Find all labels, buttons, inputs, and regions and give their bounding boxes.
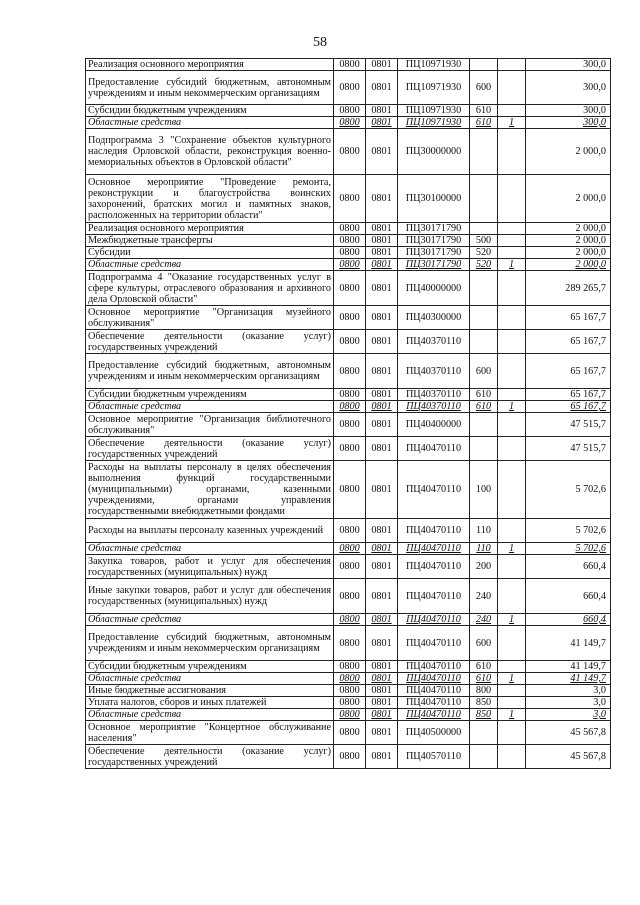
row-name-cell: Основное мероприятие "Проведение ремонта, реконструкции и благоустройства воинских захоронений, братских могил и памятных знаков, расположенных на территории области" [86, 175, 334, 223]
amount-cell: 2 000,0 [526, 235, 611, 247]
funding-source-code-cell [498, 661, 526, 673]
section-code-cell: 0800 [334, 59, 366, 71]
target-article-code-cell: ПЦ30000000 [398, 129, 470, 175]
table-row [86, 223, 611, 235]
expense-type-code-cell: 600 [470, 626, 498, 661]
section-code-cell: 0800 [334, 697, 366, 709]
target-article-code-cell: ПЦ40470110 [398, 614, 470, 626]
section-code-cell: 0800 [334, 117, 366, 129]
table-row [86, 661, 611, 673]
funding-source-code-cell [498, 129, 526, 175]
target-article-code-cell: ПЦ40470110 [398, 461, 470, 519]
expense-type-code-cell: 610 [470, 661, 498, 673]
funding-source-code-cell [498, 519, 526, 543]
row-name-cell: Областные средства [86, 543, 334, 555]
amount-cell: 65 167,7 [526, 389, 611, 401]
section-code-cell: 0800 [334, 235, 366, 247]
section-code-cell: 0800 [334, 71, 366, 105]
subsection-code-cell: 0801 [366, 271, 398, 306]
amount-cell: 3,0 [526, 709, 611, 721]
target-article-code-cell: ПЦ40370110 [398, 401, 470, 413]
table-row [86, 71, 611, 105]
amount-cell: 300,0 [526, 71, 611, 105]
target-article-code-cell: ПЦ10971930 [398, 71, 470, 105]
section-code-cell: 0800 [334, 721, 366, 745]
amount-cell: 2 000,0 [526, 259, 611, 271]
target-article-code-cell: ПЦ40470110 [398, 543, 470, 555]
expense-type-code-cell: 600 [470, 71, 498, 105]
subsection-code-cell: 0801 [366, 437, 398, 461]
table-row [86, 579, 611, 614]
section-code-cell: 0800 [334, 354, 366, 389]
amount-cell: 5 702,6 [526, 461, 611, 519]
expense-type-code-cell: 610 [470, 117, 498, 129]
funding-source-code-cell [498, 105, 526, 117]
target-article-code-cell: ПЦ30171790 [398, 235, 470, 247]
amount-cell: 45 567,8 [526, 721, 611, 745]
subsection-code-cell: 0801 [366, 259, 398, 271]
table-row [86, 685, 611, 697]
target-article-code-cell: ПЦ10971930 [398, 117, 470, 129]
expense-type-code-cell [470, 306, 498, 330]
row-name-cell: Иные закупки товаров, работ и услуг для обеспечения государственных (муниципальных) нужд [86, 579, 334, 614]
subsection-code-cell: 0801 [366, 306, 398, 330]
target-article-code-cell: ПЦ30171790 [398, 259, 470, 271]
amount-cell: 2 000,0 [526, 247, 611, 259]
section-code-cell: 0800 [334, 709, 366, 721]
amount-cell: 5 702,6 [526, 519, 611, 543]
target-article-code-cell: ПЦ40500000 [398, 721, 470, 745]
subsection-code-cell: 0801 [366, 105, 398, 117]
funding-source-code-cell: 1 [498, 673, 526, 685]
expense-type-code-cell: 610 [470, 673, 498, 685]
row-name-cell: Субсидии бюджетным учреждениям [86, 389, 334, 401]
section-code-cell: 0800 [334, 673, 366, 685]
subsection-code-cell: 0801 [366, 247, 398, 259]
amount-cell: 65 167,7 [526, 306, 611, 330]
funding-source-code-cell [498, 721, 526, 745]
expense-type-code-cell: 110 [470, 543, 498, 555]
section-code-cell: 0800 [334, 389, 366, 401]
section-code-cell: 0800 [334, 614, 366, 626]
target-article-code-cell: ПЦ40470110 [398, 661, 470, 673]
subsection-code-cell: 0801 [366, 413, 398, 437]
expense-type-code-cell: 850 [470, 697, 498, 709]
amount-cell: 41 149,7 [526, 673, 611, 685]
target-article-code-cell: ПЦ30100000 [398, 175, 470, 223]
section-code-cell: 0800 [334, 413, 366, 437]
expense-type-code-cell: 520 [470, 259, 498, 271]
section-code-cell: 0800 [334, 626, 366, 661]
amount-cell: 2 000,0 [526, 129, 611, 175]
table-row [86, 519, 611, 543]
subsection-code-cell: 0801 [366, 745, 398, 769]
row-name-cell: Подпрограмма 3 "Сохранение объектов культурного наследия Орловской области, реконструкция военно-мемориальных объектов в Орловской области" [86, 129, 334, 175]
table-row [86, 673, 611, 685]
funding-source-code-cell [498, 175, 526, 223]
table-row [86, 235, 611, 247]
subsection-code-cell: 0801 [366, 59, 398, 71]
row-name-cell: Обеспечение деятельности (оказание услуг) государственных учреждений [86, 330, 334, 354]
subsection-code-cell: 0801 [366, 175, 398, 223]
target-article-code-cell: ПЦ40370110 [398, 330, 470, 354]
funding-source-code-cell: 1 [498, 401, 526, 413]
expense-type-code-cell [470, 175, 498, 223]
target-article-code-cell: ПЦ40470110 [398, 519, 470, 543]
subsection-code-cell: 0801 [366, 330, 398, 354]
funding-source-code-cell: 1 [498, 259, 526, 271]
table-row [86, 697, 611, 709]
expense-type-code-cell: 110 [470, 519, 498, 543]
row-name-cell: Областные средства [86, 614, 334, 626]
subsection-code-cell: 0801 [366, 519, 398, 543]
row-name-cell: Иные бюджетные ассигнования [86, 685, 334, 697]
funding-source-code-cell [498, 235, 526, 247]
section-code-cell: 0800 [334, 519, 366, 543]
target-article-code-cell: ПЦ40400000 [398, 413, 470, 437]
funding-source-code-cell [498, 626, 526, 661]
row-name-cell: Основное мероприятие "Концертное обслуживание населения" [86, 721, 334, 745]
funding-source-code-cell [498, 271, 526, 306]
expense-type-code-cell [470, 330, 498, 354]
funding-source-code-cell [498, 413, 526, 437]
row-name-cell: Областные средства [86, 673, 334, 685]
funding-source-code-cell [498, 685, 526, 697]
row-name-cell: Субсидии бюджетным учреждениям [86, 105, 334, 117]
table-row [86, 330, 611, 354]
subsection-code-cell: 0801 [366, 697, 398, 709]
amount-cell: 2 000,0 [526, 223, 611, 235]
subsection-code-cell: 0801 [366, 579, 398, 614]
target-article-code-cell: ПЦ40570110 [398, 745, 470, 769]
table-row [86, 709, 611, 721]
amount-cell: 2 000,0 [526, 175, 611, 223]
section-code-cell: 0800 [334, 175, 366, 223]
amount-cell: 65 167,7 [526, 330, 611, 354]
table-row [86, 461, 611, 519]
funding-source-code-cell [498, 461, 526, 519]
amount-cell: 5 702,6 [526, 543, 611, 555]
subsection-code-cell: 0801 [366, 223, 398, 235]
funding-source-code-cell [498, 247, 526, 259]
section-code-cell: 0800 [334, 271, 366, 306]
target-article-code-cell: ПЦ40470110 [398, 437, 470, 461]
table-row [86, 129, 611, 175]
amount-cell: 3,0 [526, 685, 611, 697]
subsection-code-cell: 0801 [366, 354, 398, 389]
subsection-code-cell: 0801 [366, 709, 398, 721]
subsection-code-cell: 0801 [366, 673, 398, 685]
table-row [86, 555, 611, 579]
amount-cell: 660,4 [526, 555, 611, 579]
table-row [86, 614, 611, 626]
section-code-cell: 0800 [334, 401, 366, 413]
amount-cell: 300,0 [526, 59, 611, 71]
funding-source-code-cell [498, 437, 526, 461]
amount-cell: 45 567,8 [526, 745, 611, 769]
target-article-code-cell: ПЦ40470110 [398, 709, 470, 721]
funding-source-code-cell [498, 354, 526, 389]
subsection-code-cell: 0801 [366, 661, 398, 673]
row-name-cell: Основное мероприятие "Организация библиотечного обслуживания" [86, 413, 334, 437]
target-article-code-cell: ПЦ30171790 [398, 223, 470, 235]
subsection-code-cell: 0801 [366, 401, 398, 413]
row-name-cell: Предоставление субсидий бюджетным, автономным учреждениям и иным некоммерческим организациям [86, 71, 334, 105]
row-name-cell: Предоставление субсидий бюджетным, автономным учреждениям и иным некоммерческим организациям [86, 354, 334, 389]
funding-source-code-cell [498, 223, 526, 235]
table-row [86, 175, 611, 223]
section-code-cell: 0800 [334, 223, 366, 235]
funding-source-code-cell [498, 59, 526, 71]
funding-source-code-cell [498, 71, 526, 105]
funding-source-code-cell: 1 [498, 709, 526, 721]
budget-table [85, 58, 611, 769]
target-article-code-cell: ПЦ40300000 [398, 306, 470, 330]
funding-source-code-cell: 1 [498, 117, 526, 129]
section-code-cell: 0800 [334, 437, 366, 461]
subsection-code-cell: 0801 [366, 721, 398, 745]
amount-cell: 660,4 [526, 579, 611, 614]
funding-source-code-cell [498, 555, 526, 579]
subsection-code-cell: 0801 [366, 614, 398, 626]
expense-type-code-cell [470, 129, 498, 175]
expense-type-code-cell: 240 [470, 614, 498, 626]
table-row [86, 745, 611, 769]
amount-cell: 289 265,7 [526, 271, 611, 306]
funding-source-code-cell [498, 306, 526, 330]
row-name-cell: Обеспечение деятельности (оказание услуг) государственных учреждений [86, 437, 334, 461]
funding-source-code-cell [498, 389, 526, 401]
expense-type-code-cell: 610 [470, 389, 498, 401]
section-code-cell: 0800 [334, 745, 366, 769]
subsection-code-cell: 0801 [366, 685, 398, 697]
target-article-code-cell: ПЦ10971930 [398, 59, 470, 71]
expense-type-code-cell [470, 223, 498, 235]
expense-type-code-cell [470, 413, 498, 437]
table-row [86, 354, 611, 389]
table-row [86, 543, 611, 555]
subsection-code-cell: 0801 [366, 555, 398, 579]
row-name-cell: Областные средства [86, 709, 334, 721]
funding-source-code-cell: 1 [498, 614, 526, 626]
table-row [86, 59, 611, 71]
row-name-cell: Основное мероприятие "Организация музейного обслуживания" [86, 306, 334, 330]
row-name-cell: Закупка товаров, работ и услуг для обеспечения государственных (муниципальных) нужд [86, 555, 334, 579]
table-row [86, 626, 611, 661]
table-row [86, 401, 611, 413]
table-row [86, 117, 611, 129]
expense-type-code-cell [470, 721, 498, 745]
section-code-cell: 0800 [334, 461, 366, 519]
row-name-cell: Реализация основного мероприятия [86, 59, 334, 71]
table-row [86, 247, 611, 259]
subsection-code-cell: 0801 [366, 461, 398, 519]
amount-cell: 65 167,7 [526, 354, 611, 389]
subsection-code-cell: 0801 [366, 626, 398, 661]
table-row [86, 306, 611, 330]
row-name-cell: Реализация основного мероприятия [86, 223, 334, 235]
row-name-cell: Расходы на выплаты персоналу в целях обеспечения выполнения функций государственными (муниципальными) органами, казенными учреждениями, органами управления государственными внебюджетными фондами [86, 461, 334, 519]
target-article-code-cell: ПЦ40470110 [398, 673, 470, 685]
table-row [86, 389, 611, 401]
section-code-cell: 0800 [334, 661, 366, 673]
target-article-code-cell: ПЦ40470110 [398, 555, 470, 579]
row-name-cell: Обеспечение деятельности (оказание услуг) государственных учреждений [86, 745, 334, 769]
section-code-cell: 0800 [334, 259, 366, 271]
target-article-code-cell: ПЦ10971930 [398, 105, 470, 117]
subsection-code-cell: 0801 [366, 117, 398, 129]
row-name-cell: Уплата налогов, сборов и иных платежей [86, 697, 334, 709]
section-code-cell: 0800 [334, 247, 366, 259]
row-name-cell: Областные средства [86, 117, 334, 129]
expense-type-code-cell [470, 271, 498, 306]
expense-type-code-cell: 240 [470, 579, 498, 614]
expense-type-code-cell: 600 [470, 354, 498, 389]
subsection-code-cell: 0801 [366, 389, 398, 401]
section-code-cell: 0800 [334, 543, 366, 555]
subsection-code-cell: 0801 [366, 235, 398, 247]
row-name-cell: Подпрограмма 4 "Оказание государственных услуг в сфере культуры, отраслевого образования и архивного дела Орловской области" [86, 271, 334, 306]
expense-type-code-cell: 100 [470, 461, 498, 519]
amount-cell: 300,0 [526, 117, 611, 129]
amount-cell: 660,4 [526, 614, 611, 626]
page-number: 58 [313, 35, 327, 50]
section-code-cell: 0800 [334, 685, 366, 697]
row-name-cell: Межбюджетные трансферты [86, 235, 334, 247]
section-code-cell: 0800 [334, 330, 366, 354]
subsection-code-cell: 0801 [366, 71, 398, 105]
expense-type-code-cell: 850 [470, 709, 498, 721]
target-article-code-cell: ПЦ40370110 [398, 354, 470, 389]
expense-type-code-cell: 500 [470, 235, 498, 247]
target-article-code-cell: ПЦ40470110 [398, 697, 470, 709]
amount-cell: 65 167,7 [526, 401, 611, 413]
row-name-cell: Субсидии [86, 247, 334, 259]
expense-type-code-cell [470, 745, 498, 769]
section-code-cell: 0800 [334, 306, 366, 330]
expense-type-code-cell: 520 [470, 247, 498, 259]
expense-type-code-cell: 800 [470, 685, 498, 697]
subsection-code-cell: 0801 [366, 543, 398, 555]
row-name-cell: Областные средства [86, 401, 334, 413]
row-name-cell: Субсидии бюджетным учреждениям [86, 661, 334, 673]
amount-cell: 47 515,7 [526, 437, 611, 461]
table-row [86, 413, 611, 437]
funding-source-code-cell: 1 [498, 543, 526, 555]
subsection-code-cell: 0801 [366, 129, 398, 175]
target-article-code-cell: ПЦ40470110 [398, 579, 470, 614]
expense-type-code-cell [470, 437, 498, 461]
table-row [86, 105, 611, 117]
expense-type-code-cell [470, 59, 498, 71]
amount-cell: 47 515,7 [526, 413, 611, 437]
funding-source-code-cell [498, 579, 526, 614]
target-article-code-cell: ПЦ40470110 [398, 626, 470, 661]
funding-source-code-cell [498, 697, 526, 709]
funding-source-code-cell [498, 330, 526, 354]
expense-type-code-cell: 610 [470, 401, 498, 413]
row-name-cell: Предоставление субсидий бюджетным, автономным учреждениям и иным некоммерческим организациям [86, 626, 334, 661]
table-row [86, 271, 611, 306]
table-row [86, 721, 611, 745]
expense-type-code-cell: 610 [470, 105, 498, 117]
amount-cell: 41 149,7 [526, 626, 611, 661]
target-article-code-cell: ПЦ40000000 [398, 271, 470, 306]
target-article-code-cell: ПЦ40370110 [398, 389, 470, 401]
section-code-cell: 0800 [334, 579, 366, 614]
table-row [86, 437, 611, 461]
section-code-cell: 0800 [334, 129, 366, 175]
amount-cell: 3,0 [526, 697, 611, 709]
section-code-cell: 0800 [334, 105, 366, 117]
funding-source-code-cell [498, 745, 526, 769]
amount-cell: 41 149,7 [526, 661, 611, 673]
target-article-code-cell: ПЦ40470110 [398, 685, 470, 697]
row-name-cell: Расходы на выплаты персоналу казенных учреждений [86, 519, 334, 543]
table-row [86, 259, 611, 271]
row-name-cell: Областные средства [86, 259, 334, 271]
amount-cell: 300,0 [526, 105, 611, 117]
expense-type-code-cell: 200 [470, 555, 498, 579]
section-code-cell: 0800 [334, 555, 366, 579]
target-article-code-cell: ПЦ30171790 [398, 247, 470, 259]
